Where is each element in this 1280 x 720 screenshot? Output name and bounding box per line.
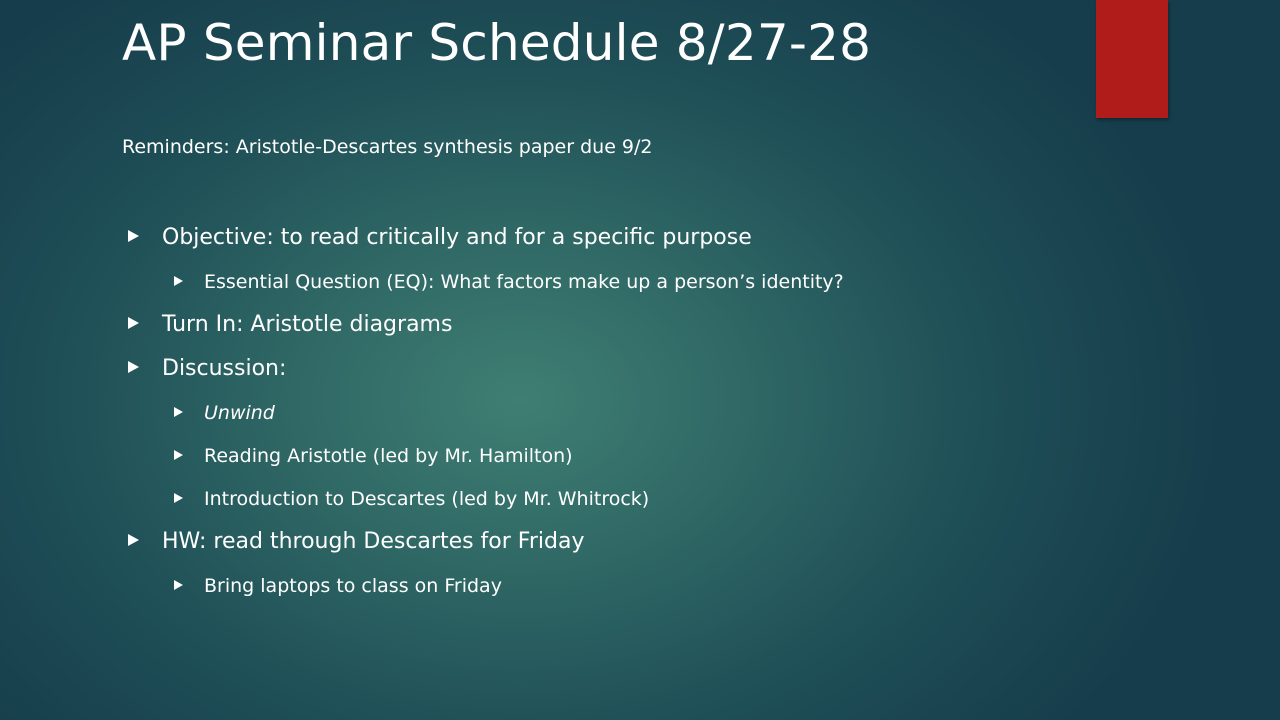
arrow-bullet-icon <box>174 407 183 417</box>
arrow-bullet-icon <box>128 361 139 373</box>
arrow-bullet-icon <box>174 276 183 286</box>
bullet-text: Turn In: Aristotle diagrams <box>162 312 453 337</box>
bullet-text: Reading Aristotle (led by Mr. Hamilton) <box>204 445 573 467</box>
arrow-bullet-icon <box>128 534 139 546</box>
arrow-bullet-icon <box>174 450 183 460</box>
list-item <box>128 395 844 438</box>
accent-tab <box>1096 0 1168 118</box>
list-item <box>128 264 844 307</box>
list-item <box>128 438 844 481</box>
list-item <box>128 351 844 395</box>
arrow-bullet-icon <box>128 230 139 242</box>
bullet-text: Bring laptops to class on Friday <box>204 575 502 597</box>
bullet-text: Discussion: <box>162 356 287 381</box>
arrow-bullet-icon <box>174 493 183 503</box>
list-item <box>128 220 844 264</box>
arrow-bullet-icon <box>174 580 183 590</box>
reminder-text: Reminders: Aristotle-Descartes synthesis paper due 9/2 <box>122 136 653 158</box>
list-item <box>128 307 844 351</box>
arrow-bullet-icon <box>128 317 139 329</box>
bullet-text: HW: read through Descartes for Friday <box>162 529 585 554</box>
slide-title: AP Seminar Schedule 8/27-28 <box>122 14 872 72</box>
list-item <box>128 524 844 568</box>
bullet-list <box>128 220 844 611</box>
list-item <box>128 568 844 611</box>
bullet-text: Introduction to Descartes (led by Mr. Whitrock) <box>204 488 650 510</box>
bullet-text: Unwind <box>204 402 275 424</box>
list-item <box>128 481 844 524</box>
bullet-text: Essential Question (EQ): What factors make up a person’s identity? <box>204 271 844 293</box>
bullet-text: Objective: to read critically and for a specific purpose <box>162 225 752 250</box>
